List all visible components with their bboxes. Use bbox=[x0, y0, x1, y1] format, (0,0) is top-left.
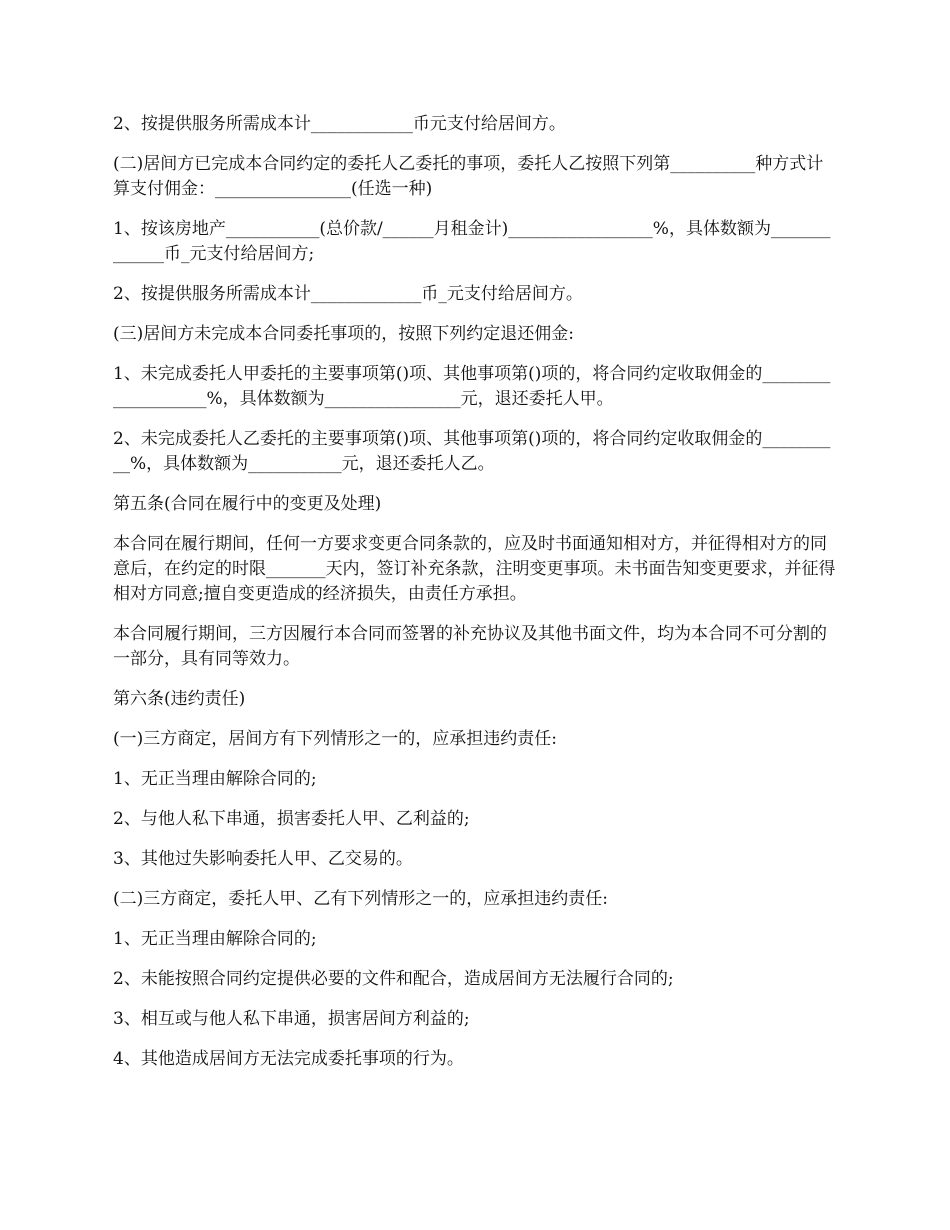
section-title-article-5: 第五条(合同在履行中的变更及处理) bbox=[113, 494, 382, 514]
paragraph-client-liability-heading: (二)三方商定，委托人甲、乙有下列情形之一的，应承担违约责任: bbox=[113, 889, 608, 909]
paragraph-supplementary-agreement: 本合同履行期间，三方因履行本合同而签署的补充协议及其他书面文件，均为本合同不可分割的一部分，具有同等效力。 bbox=[113, 624, 827, 669]
list-item: 2、未能按照合同约定提供必要的文件和配合，造成居间方无法履行合同的; bbox=[113, 969, 674, 989]
section-title-article-6: 第六条(违约责任) bbox=[113, 689, 246, 709]
list-item: 4、其他造成居间方无法完成委托事项的行为。 bbox=[113, 1049, 464, 1069]
list-item: 3、相互或与他人私下串通，损害居间方利益的; bbox=[113, 1009, 470, 1029]
paragraph-refund-party-a: 1、未完成委托人甲委托的主要事项第()项、其他事项第()项的，将合同约定收取佣金的___________________%，具体数额为________________元，退还委托人甲。 bbox=[113, 364, 831, 409]
list-item: 1、无正当理由解除合同的; bbox=[113, 769, 317, 789]
document-body bbox=[113, 112, 837, 1087]
paragraph-contract-change: 本合同在履行期间，任何一方要求变更合同条款的，应及时书面通知相对方，并征得相对方的同意后，在约定的时限_______天内，签订补充条款，注明变更事项。未书面告知变更要求，并征得相对方同意;擅自变更造成的经济损失，由责任方承担。 bbox=[113, 534, 836, 604]
paragraph-refund-heading: (三)居间方未完成本合同委托事项的，按照下列约定退还佣金: bbox=[113, 324, 574, 344]
paragraph-party-b-commission: (二)居间方已完成本合同约定的委托人乙委托的事项，委托人乙按照下列第__________种方式计算支付佣金：________________(任选一种) bbox=[113, 154, 824, 199]
paragraph-intermediary-liability-heading: (一)三方商定，居间方有下列情形之一的，应承担违约责任: bbox=[113, 729, 557, 749]
list-item: 1、无正当理由解除合同的; bbox=[113, 929, 317, 949]
paragraph-refund-party-b: 2、未完成委托人乙委托的主要事项第()项、其他事项第()项的，将合同约定收取佣金的__________%，具体数额为___________元，退还委托人乙。 bbox=[113, 429, 831, 474]
paragraph-commission-by-price: 1、按该房地产___________(总价款/______月租金计)_________________%，具体数额为_____________币_元支付给居间方; bbox=[113, 219, 831, 264]
list-item: 2、与他人私下串通，损害委托人甲、乙利益的; bbox=[113, 809, 470, 829]
paragraph-commission-by-cost: 2、按提供服务所需成本计_____________币_元支付给居间方。 bbox=[113, 284, 583, 304]
list-item: 3、其他过失影响委托人甲、乙交易的。 bbox=[113, 849, 413, 869]
paragraph-cost-payment: 2、按提供服务所需成本计____________币元支付给居间方。 bbox=[113, 114, 566, 134]
